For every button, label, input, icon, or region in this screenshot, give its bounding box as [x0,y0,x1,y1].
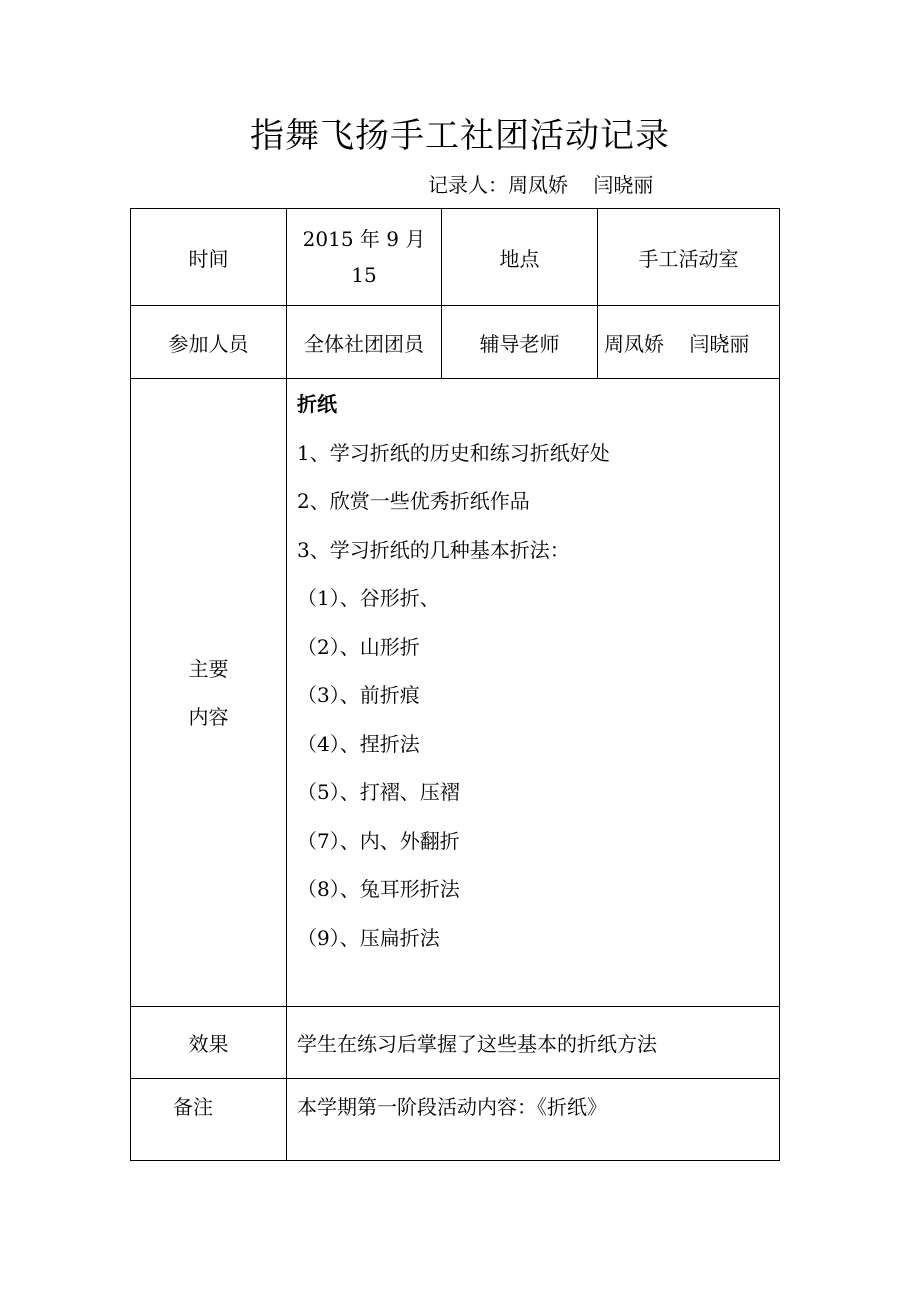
row-participants [131,306,780,379]
main-content-body [287,379,780,1007]
content-item: （5）、打褶、压褶 [297,780,460,804]
recorder-line: 记录人：周凤娇 闫晓丽 [428,173,654,197]
time-label: 时间 [131,209,287,306]
content-item: （8）、兔耳形折法 [297,877,460,901]
participants-value: 全体社团团员 [287,306,442,379]
date-line-2: 15 [351,263,377,287]
place-label: 地点 [442,209,598,306]
activity-record-table [130,208,780,1161]
content-heading: 折纸 [297,392,337,416]
date-value [287,209,442,306]
row-effect [131,1007,780,1079]
remarks-label: 备注 [131,1079,287,1161]
teacher-label: 辅导老师 [442,306,598,379]
place-value: 手工活动室 [598,209,780,306]
effect-value: 学生在练习后掌握了这些基本的折纸方法 [287,1007,780,1079]
content-item: （9）、压扁折法 [297,925,440,950]
content-item: （1）、谷形折、 [297,586,440,610]
main-content-label-line-1: 主要 [188,656,229,681]
main-content-label-line-2: 内容 [188,704,229,729]
row-main-content [131,379,780,1007]
date-line-1: 2015 年 9 月 [302,227,426,251]
participants-label: 参加人员 [131,306,287,379]
teacher-value: 周凤娇 闫晓丽 [598,306,780,379]
row-remarks [131,1079,780,1161]
row-time-place [131,209,780,306]
content-item: （3）、前折痕 [297,683,420,707]
effect-label: 效果 [131,1007,287,1079]
content-item: （7）、内、外翻折 [297,828,460,853]
document-title: 指舞飞扬手工社团活动记录 [250,116,670,156]
remarks-value: 本学期第一阶段活动内容：《折纸》 [287,1079,780,1161]
content-item: 2、欣赏一些优秀折纸作品 [297,489,530,513]
content-item: 3、学习折纸的几种基本折法： [297,537,570,562]
content-item: （2）、山形折 [297,634,420,659]
content-item: （4）、捏折法 [297,731,420,756]
content-item: 1、学习折纸的历史和练习折纸好处 [297,440,610,465]
main-content-label [131,379,287,1007]
